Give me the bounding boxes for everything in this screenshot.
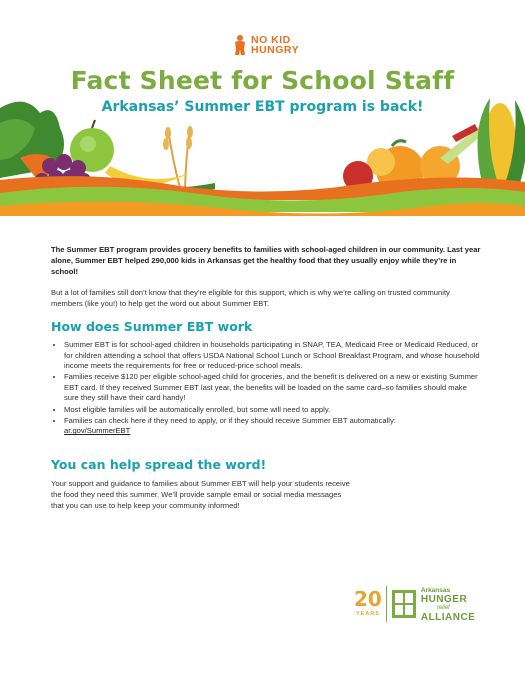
logo-line-2: HUNGRY	[251, 44, 300, 56]
intro-paragraph: But a lot of families still don’t know that they’re eligible for this support, which is why we’re calling on trusted community members (like you!) to help get the word out about Summer EBT.	[51, 288, 450, 308]
intro-lead: The Summer EBT program provides grocery benefits to families with school-aged children in our community. Last year alone, Summer EBT helped 290,000 kids in Arkansas get the healthy food that they usually enjoy while they’re in school!	[51, 245, 481, 276]
logo-line-1: NO KID	[251, 34, 291, 46]
bullet-eligibility: • Summer EBT is for school-aged children in households participating in SNAP, TEA, Medicaid Free or Medicaid Reduced, or for children attending a school that offers USDA National School Lunch or School Breakfast Program, and whose household income meets the requirements for free or reduced-price school meals.	[64, 340, 481, 372]
org-line-3: relief	[436, 605, 450, 611]
state-shape-icon	[391, 589, 417, 619]
how-bullet-list	[51, 340, 481, 437]
bullet-check-eligibility	[64, 416, 481, 437]
section-heading-help: You can help spread the word!	[51, 456, 267, 472]
summer-ebt-link[interactable]: ar.gov/SummerEBT	[64, 426, 131, 436]
section-heading-how: How does Summer EBT work	[51, 319, 253, 334]
bullet-check-text: Families can check here if they need to apply, or if they should receive Summer EBT automatically:	[64, 415, 396, 425]
help-paragraph: Your support and guidance to families about Summer EBT will help your students receive the food they need this summer. We’ll provide sample email or social media messages that you can use to help keep your community informed!	[51, 478, 350, 510]
years-label: YEARS	[355, 611, 380, 617]
child-silhouette-icon	[233, 34, 247, 56]
page-subtitle: Arkansas’ Summer EBT program is back!	[101, 99, 424, 115]
org-line-2: HUNGER	[420, 594, 468, 605]
logo-divider	[386, 586, 387, 622]
org-line-4: ALLIANCE	[420, 612, 476, 623]
hunger-relief-alliance-logo	[354, 586, 475, 622]
no-kid-hungry-logo	[233, 30, 299, 60]
org-line-1: Arkansas	[420, 587, 451, 594]
bullet-benefit-amount: • Families receive $120 per eligible school-aged child for groceries, and the benefit is delivered on a new or existing Summer EBT card. If they received Summer EBT last year, the benefits will be loaded on the same card–so families should make sure they still have their card handy!	[64, 372, 481, 404]
years-number: 20	[354, 587, 382, 611]
main-content	[51, 244, 481, 511]
twenty-years-badge	[354, 589, 382, 619]
page-title: Fact Sheet for School Staff	[70, 66, 455, 95]
bullet-enrollment: • Most eligible families will be automatically enrolled, but some will need to apply.	[64, 405, 481, 416]
